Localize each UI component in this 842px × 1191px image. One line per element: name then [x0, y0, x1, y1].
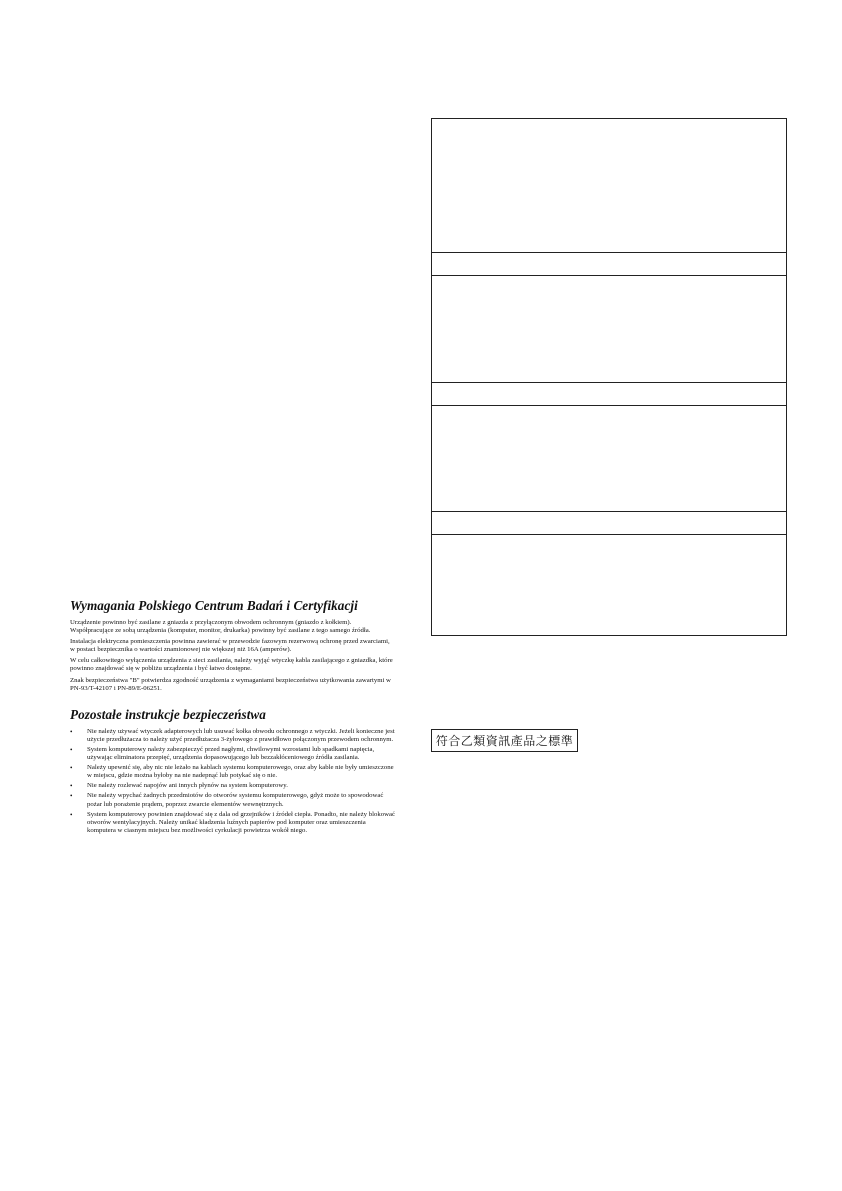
safety-item: • Nie należy używać wtyczek adapterowych lub usuwać kołka obwodu ochronnego z wtyczki. Jeżeli konieczne jest użycie przedłużacza to należy użyć przedłużacza 3-żyłowego z prawidłowo połączonym przewodem ochronnym. — [70, 727, 395, 743]
safety-item: • System komputerowy powinien znajdować się z dala od grzejników i źródeł ciepła. Ponadto, nie należy blokować otworów wentylacyjnych. Należy unikać kładzenia luźnych papierów pod komputer oraz umieszczenia komputera w ciasnym miejscu bez możliwości cyrkulacji powietrza wokół niego. — [70, 810, 395, 834]
safety-list — [70, 728, 396, 835]
pcbc-paragraph: Urządzenie powinno być zasilane z gniazda z przyłączonym obwodem ochronnym (gniazdo z kołkiem). Współpracujące ze sobą urządzenia (komputer, monitor, drukarka) powinny być zasilane z tego samego źródła. — [70, 619, 371, 635]
safety-item: • Należy upewnić się, aby nic nie leżało na kablach systemu komputerowego, oraz aby kable nie były umieszczone w miejscu, gdzie można byłoby na nie nadepnąć lub potykać się o nie. — [70, 764, 394, 780]
pcbc-section — [70, 598, 396, 837]
pcbc-heading: Wymagania Polskiego Centrum Badań i Certyfikacji — [70, 598, 358, 613]
table-row — [432, 276, 786, 383]
bsmi-class-b-label: 符合乙類資訊產品之標準 — [431, 729, 578, 752]
pcbc-paragraph: Znak bezpieczeństwa "B" potwierdza zgodność urządzenia z wymaganiami bezpieczeństwa użytkowania zawartymi w PN-93/T-42107 i PN-89/E-06251. — [70, 676, 391, 692]
table-row — [432, 119, 786, 253]
empty-table — [431, 118, 787, 636]
bullet-icon: • — [70, 792, 73, 801]
bullet-icon: • — [70, 782, 73, 791]
bullet-icon: • — [70, 727, 73, 736]
bullet-icon: • — [70, 764, 73, 773]
safety-heading: Pozostałe instrukcje bezpieczeństwa — [70, 706, 266, 722]
pcbc-paragraph: W celu całkowitego wyłączenia urządzenia z sieci zasilania, należy wyjąć wtyczkę kabla zasilającego z gniazdka, które powinno znajdować się w pobliżu urządzenia i być łatwo dostępne. — [70, 657, 393, 673]
safety-item: • Nie należy wpychać żadnych przedmiotów do otworów systemu komputerowego, gdyż może to spowodować pożar lub porażenie prądem, poprzez zwarcie elementów wewnętrznych. — [70, 792, 384, 808]
pcbc-paragraph: Instalacja elektryczna pomieszczenia powinna zawierać w przewodzie fazowym rezerwową ochronę przed zwarciami, w postaci bezpiecznika o wartości znamionowej nie większej niż 16A (amperów). — [70, 638, 390, 654]
table-row — [432, 383, 786, 406]
bullet-icon: • — [70, 745, 73, 754]
safety-item: • Nie należy rozlewać napojów ani innych płynów na system komputerowy. — [70, 782, 288, 791]
table-row — [432, 253, 786, 276]
table-row — [432, 406, 786, 512]
table-row — [432, 535, 786, 635]
safety-item: • System komputerowy należy zabezpieczyć przed nagłymi, chwilowymi wzrostami lub spadkami napięcia, używając eliminatora przepięć, urządzenia dopasowującego lub bezzakłóceniowego źródła zasilania. — [70, 745, 375, 762]
bullet-icon: • — [70, 810, 73, 819]
table-row — [432, 512, 786, 535]
